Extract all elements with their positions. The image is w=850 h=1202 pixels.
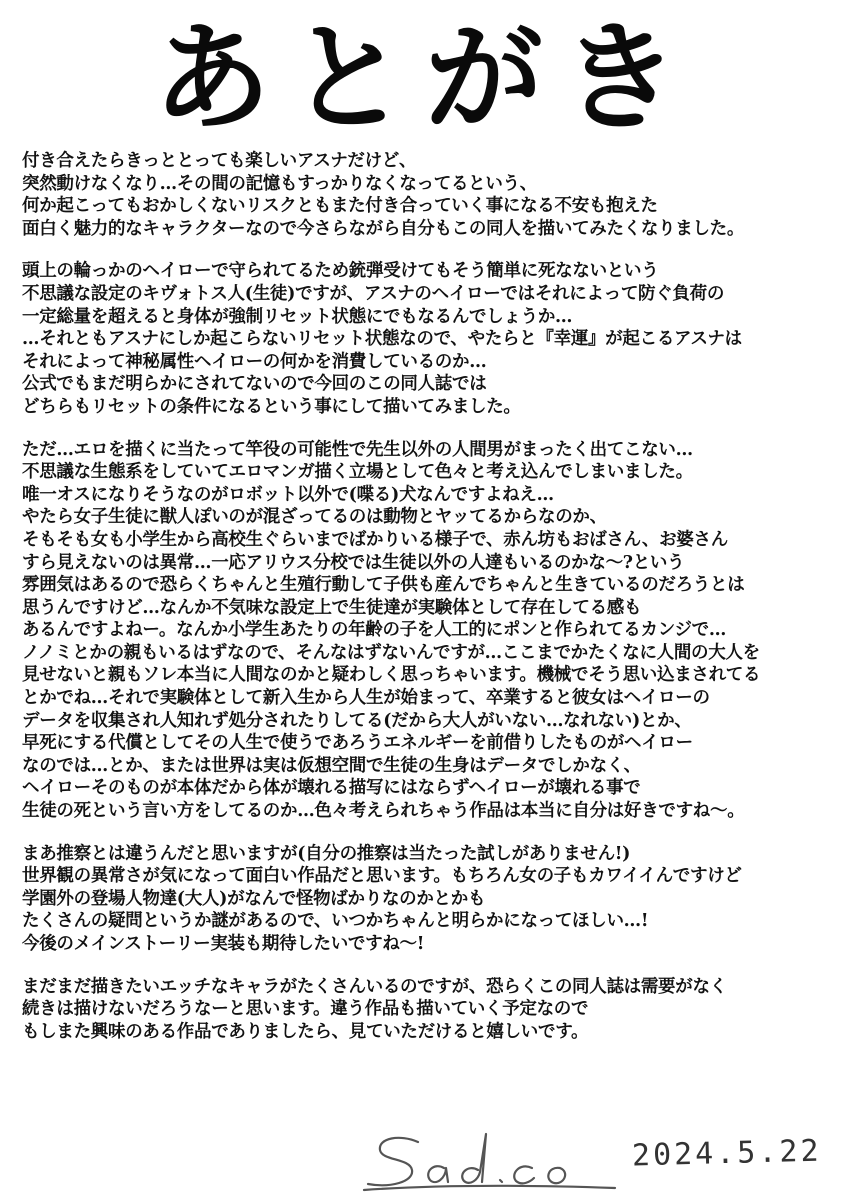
text-line: 今後のメインストーリー実装も期待したいですね～! (22, 934, 425, 954)
text-line: 一定総量を超えると身体が強制リセット状態にでもなるんでしょうか… (22, 306, 573, 327)
text-line: 学園外の登場人物達(大人)がなんで怪物ばかりなのかとかも (22, 888, 486, 909)
text-line: 思うんですけど…なんか不気味な設定上で生徒達が実験体として存在してる感も (22, 597, 642, 618)
text-line: 続きは描けないだろうなーと思います。違う作品も描いていく予定なので (22, 999, 589, 1020)
text-line: 突然動けなくなり…その間の記憶もすっかりなくなってるという、 (22, 173, 537, 194)
signature-area (360, 1128, 830, 1198)
text-line: 唯一オスになりそうなのがロボット以外で(喋る)犬なんですよねえ… (22, 484, 554, 505)
text-line: そもそも女も小学生から高校生ぐらいまでばかりいる様子で、赤ん坊もおばさん、お婆さん (22, 529, 728, 550)
paragraph (22, 150, 837, 240)
text-line: それによって神秘属性ヘイローの何かを消費しているのか… (22, 351, 487, 372)
text-line: 雰囲気はあるので恐らくちゃんと生殖行動して子供も産んでちゃんと生きているのだろうとは (22, 575, 745, 596)
page-title: あとがき (152, 9, 697, 147)
handwritten-signature (360, 1128, 620, 1198)
text-line: 世界観の異常さが気になって面白い作品だと思います。もちろん女の子もカワイイんですけど (22, 866, 742, 887)
text-line: まあ推察とは違うんだと思いますが(自分の推察は当たった試しがありません!) (22, 843, 631, 864)
text-line: 頭上の輪っかのヘイローで守られてるため銃弾受けてもそう簡単に死なないという (22, 261, 659, 282)
text-line: 不思議な生態系をしていてエロマンガ描く立場として色々と考え込んでしまいました。 (22, 462, 693, 483)
text-line: もしまた興味のある作品でありましたら、見ていただけると嬉しいです。 (22, 1021, 589, 1042)
text-line: 早死にする代償としてその人生で使うであろうエネルギーを前借りしたものがヘイロー (22, 733, 693, 754)
text-line: なのでは…とか、または世界は実は仮想空間で生徒の生身はデータでしかなく、 (22, 755, 641, 776)
paragraph (22, 843, 837, 956)
paragraph (22, 439, 837, 823)
text-line: 何か起こってもおかしくないリスクともまた付き合っていく事になる不安も抱えた (22, 196, 658, 217)
date-text: 2024.5.22 (631, 1133, 822, 1174)
text-line: …それともアスナにしか起こらないリセット状態なので、やたらと『幸運』が起こるアスナは (22, 329, 742, 350)
text-line: データを収集され人知れず処分されたりしてる(だから大人がいない…なれない)とか、 (22, 710, 692, 731)
text-line: たくさんの疑問というか謎があるので、いつかちゃんと明らかになってほしい…! (22, 911, 649, 932)
text-line: 不思議な設定のキヴォトス人(生徒)ですが、アスナのヘイローではそれによって防ぐ負荷の (22, 283, 725, 304)
paragraph (22, 976, 837, 1044)
paragraph (22, 260, 837, 418)
text-line: ノノミとかの親もいるはずなので、そんなはずないんですが…ここまでかたくなに人間の大人を (22, 642, 760, 663)
text-line: ただ…エロを描くに当たって竿役の可能性で先生以外の人間男がまったく出てこない… (22, 439, 693, 460)
text-line: 面白く魅力的なキャラクターなので今さらながら自分もこの同人を描いてみたくなりました。 (22, 218, 745, 239)
afterword-body (22, 150, 837, 1063)
text-line: 公式でもまだ明らかにされてないので今回のこの同人誌では (22, 374, 487, 395)
text-line: まだまだ描きたいエッチなキャラがたくさんいるのですが、恐らくこの同人誌は需要がなく (22, 976, 727, 997)
text-line: 生徒の死という言い方をしてるのか…色々考えられちゃう作品は本当に自分は好きですね～。 (22, 801, 745, 822)
text-line: 付き合えたらきっととっても楽しいアスナだけど、 (22, 151, 417, 171)
text-line: やたら女子生徒に獣人ぽいのが混ざってるのは動物とヤッてるからなのか、 (22, 507, 607, 528)
text-line: ヘイローそのものが本体だから体が壊れる描写にはならずヘイローが壊れる事で (22, 778, 641, 799)
text-line: すら見えないのは異常…一応アリウス分校では生徒以外の人達もいるのかな～?という (22, 552, 685, 573)
text-line: あるんですよねー。なんか小学生あたりの年齢の子を人工的にポンと作られてるカンジで… (22, 620, 727, 641)
text-line: とかでね…それで実験体として新入生から人生が始まって、卒業すると彼女はヘイローの (22, 688, 710, 709)
text-line: どちらもリセットの条件になるという事にして描いてみました。 (22, 396, 521, 417)
text-line: 見せないと親もソレ本当に人間なのかと疑わしく思っちゃいます。機械でそう思い込まされてる (22, 665, 761, 686)
